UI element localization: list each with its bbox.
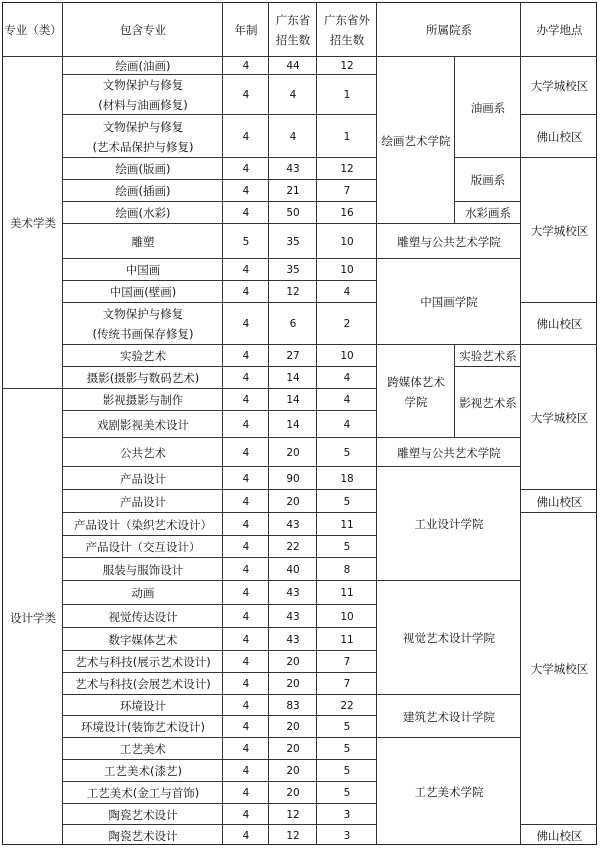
other-quota-cell: 18 — [340, 472, 354, 485]
header-campus: 办学地点 — [536, 23, 583, 37]
grid-line — [62, 2, 63, 845]
other-quota-cell: 2 — [343, 318, 351, 330]
grid-line — [62, 489, 376, 490]
other-quota-cell: 5 — [343, 787, 351, 799]
major-cell: 绘画(版画) — [115, 162, 171, 176]
years-cell: 4 — [242, 587, 250, 599]
grid-line — [62, 302, 376, 303]
guangdong-quota-cell: 4 — [289, 89, 297, 101]
major-cell: 产品设计（染织艺术设计） — [74, 517, 212, 532]
campus-cell: 大学城校区 — [530, 410, 589, 425]
years-cell: 4 — [242, 633, 250, 646]
major-cell: 产品设计 — [120, 471, 166, 486]
guangdong-quota-cell: 43 — [286, 163, 300, 175]
grid-line — [376, 437, 520, 438]
years-cell: 4 — [242, 472, 250, 485]
grid-line — [62, 737, 376, 738]
guangdong-quota-cell: 6 — [289, 318, 297, 330]
years-cell: 4 — [242, 808, 250, 821]
guangdong-quota-cell: 14 — [286, 418, 300, 431]
years-cell: 4 — [242, 678, 250, 690]
dept-industrial-design: 工业设计学院 — [414, 517, 484, 531]
grid-line — [62, 157, 376, 158]
guangdong-quota-cell: 20 — [286, 678, 300, 690]
grid-line — [520, 489, 597, 490]
major-cell: 文物保护与修复 (艺术品保护与修复) — [92, 119, 194, 154]
header-years: 年制 — [234, 23, 258, 37]
guangdong-quota-cell: 20 — [286, 787, 300, 799]
other-quota-cell: 3 — [343, 829, 351, 842]
grid-line — [62, 604, 376, 605]
guangdong-quota-cell: 20 — [286, 495, 300, 508]
grid-line — [376, 223, 520, 224]
grid-line — [62, 258, 376, 259]
major-cell: 艺术与科技(展示艺术设计) — [75, 655, 211, 669]
header-rule — [2, 56, 597, 57]
dept-oil-painting: 油画系 — [470, 100, 506, 115]
grid-line — [62, 114, 376, 115]
dept-sculpture-school: 雕塑与公共艺术学院 — [397, 445, 501, 460]
grid-line — [376, 344, 520, 345]
guangdong-quota-cell: 43 — [286, 518, 300, 531]
guangdong-quota-cell: 4 — [289, 130, 297, 143]
other-quota-cell: 16 — [340, 207, 354, 219]
years-cell: 4 — [242, 721, 250, 733]
years-cell: 4 — [242, 418, 250, 431]
grid-line — [62, 280, 376, 281]
dept-printmaking: 版画系 — [470, 173, 506, 187]
years-cell: 5 — [242, 235, 250, 248]
other-quota-cell: 5 — [343, 721, 351, 733]
other-quota-cell: 5 — [343, 765, 351, 777]
guangdong-quota-cell: 90 — [286, 472, 300, 485]
grid-line — [62, 466, 376, 467]
years-cell: 4 — [242, 318, 250, 330]
grid-line — [454, 366, 520, 367]
grid-line — [520, 302, 597, 303]
major-cell: 公共艺术 — [120, 445, 166, 460]
grid-line — [62, 715, 376, 716]
dept-chinese-painting: 中国画学院 — [420, 295, 478, 309]
campus-cell: 大学城校区 — [530, 662, 589, 676]
dept-architecture-design: 建筑艺术设计学院 — [403, 709, 495, 724]
other-quota-cell: 1 — [343, 89, 351, 101]
grid-line — [520, 2, 521, 845]
major-cell: 产品设计（交互设计） — [85, 540, 201, 554]
grid-line — [62, 179, 376, 180]
dept-experimental-art: 实验艺术系 — [459, 349, 517, 363]
other-quota-cell: 12 — [340, 163, 354, 175]
other-quota-cell: 4 — [343, 286, 351, 298]
years-cell: 4 — [242, 743, 250, 755]
grid-line — [376, 694, 520, 695]
years-cell: 4 — [242, 765, 250, 777]
years-cell: 4 — [242, 372, 250, 384]
other-quota-cell: 11 — [340, 518, 354, 531]
grid-line — [62, 388, 376, 389]
campus-cell: 大学城校区 — [530, 79, 589, 93]
years-cell: 4 — [242, 394, 250, 406]
major-cell: 艺术与科技(会展艺术设计) — [75, 677, 211, 691]
other-quota-cell: 11 — [340, 587, 354, 599]
guangdong-quota-cell: 12 — [286, 829, 300, 842]
grid-line — [62, 344, 376, 345]
years-cell: 4 — [242, 699, 250, 712]
years-cell: 4 — [242, 264, 250, 276]
grid-line — [520, 157, 597, 158]
grid-line — [62, 650, 376, 651]
major-cell: 雕塑 — [131, 234, 155, 249]
campus-cell: 大学城校区 — [530, 223, 589, 238]
grid-line — [454, 201, 520, 202]
major-cell: 摄影(摄影与数码艺术) — [86, 371, 200, 385]
years-cell: 4 — [242, 563, 250, 576]
guangdong-quota-cell: 14 — [286, 394, 300, 406]
major-cell: 工艺美术 — [120, 742, 166, 756]
years-cell: 4 — [242, 163, 250, 175]
grid-line — [376, 580, 520, 581]
major-cell: 文物保护与修复 (材料与油画修复) — [98, 78, 188, 112]
grid-line — [454, 56, 455, 223]
other-quota-cell: 10 — [340, 610, 354, 623]
years-cell: 4 — [242, 185, 250, 197]
other-quota-cell: 4 — [343, 372, 351, 384]
other-quota-cell: 12 — [340, 60, 354, 72]
major-cell: 绘画(插画) — [115, 184, 171, 198]
guangdong-quota-cell: 43 — [286, 587, 300, 599]
guangdong-quota-cell: 20 — [286, 743, 300, 755]
grid-line — [62, 759, 376, 760]
guangdong-quota-cell: 21 — [286, 185, 300, 197]
years-cell: 4 — [242, 541, 250, 553]
guangdong-quota-cell: 12 — [286, 808, 300, 821]
grid-line — [62, 694, 376, 695]
dept-visual-design: 视觉艺术设计学院 — [403, 631, 495, 645]
major-cell: 工艺美术(漆艺) — [104, 764, 182, 778]
other-quota-cell: 8 — [343, 563, 351, 576]
guangdong-quota-cell: 22 — [286, 541, 300, 553]
grid-line — [62, 74, 376, 75]
dept-sculpture-school: 雕塑与公共艺术学院 — [397, 234, 501, 249]
major-cell: 环境设计(装饰艺术设计) — [81, 720, 205, 734]
grid-line — [62, 535, 376, 536]
dept-painting-school: 绘画艺术学院 — [381, 133, 451, 148]
years-cell: 4 — [242, 130, 250, 143]
grid-line — [520, 824, 597, 825]
dept-crossmedia-school: 跨媒体艺术 学院 — [387, 374, 445, 409]
guangdong-quota-cell: 35 — [286, 264, 300, 276]
major-cell: 实验艺术 — [120, 349, 166, 363]
campus-cell: 佛山校区 — [536, 317, 583, 331]
other-quota-cell: 5 — [343, 743, 351, 755]
grid-line — [2, 388, 62, 389]
dept-film-art: 影视艺术系 — [459, 395, 517, 410]
major-cell: 文物保护与修复 (传统书画保存修复) — [92, 307, 194, 341]
other-quota-cell: 3 — [343, 808, 351, 821]
other-quota-cell: 1 — [343, 130, 351, 143]
major-cell: 动画 — [131, 586, 155, 600]
guangdong-quota-cell: 40 — [286, 563, 300, 576]
major-cell: 陶瓷艺术设计 — [108, 807, 178, 822]
dept-arts-crafts: 工艺美术学院 — [414, 785, 484, 799]
other-quota-cell: 7 — [343, 185, 351, 197]
years-cell: 4 — [242, 60, 250, 72]
major-cell: 视觉传达设计 — [108, 609, 178, 624]
guangdong-quota-cell: 20 — [286, 765, 300, 777]
major-cell: 绘画(油画) — [115, 59, 171, 73]
years-cell: 4 — [242, 787, 250, 799]
other-quota-cell: 10 — [340, 235, 354, 248]
grid-line — [316, 2, 317, 845]
years-cell: 4 — [242, 446, 250, 459]
major-cell: 工艺美术(金工与首饰) — [86, 786, 200, 800]
other-quota-cell: 22 — [340, 699, 354, 712]
years-cell: 4 — [242, 286, 250, 298]
other-quota-cell: 10 — [340, 264, 354, 276]
grid-line — [62, 627, 376, 628]
grid-line — [62, 803, 376, 804]
major-cell: 产品设计 — [120, 494, 166, 509]
other-quota-cell: 5 — [343, 446, 351, 459]
other-quota-cell: 7 — [343, 678, 351, 690]
major-cell: 中国画 — [125, 263, 161, 277]
header-majors: 包含专业 — [120, 23, 166, 37]
grid-line — [62, 557, 376, 558]
campus-cell: 佛山校区 — [536, 828, 583, 843]
grid-line — [376, 466, 520, 467]
header-other-quota: 广东省外 招生数 — [324, 13, 370, 47]
other-quota-cell: 4 — [343, 418, 351, 431]
grid-line — [376, 258, 520, 259]
header-guangdong-quota: 广东省 招生数 — [275, 13, 311, 47]
major-cell: 影视摄影与制作 — [102, 393, 184, 407]
guangdong-quota-cell: 50 — [286, 207, 300, 219]
category-design: 设计学类 — [10, 610, 56, 625]
header-category: 专业（类） — [4, 23, 62, 37]
category-fine-arts: 美术学类 — [10, 216, 56, 230]
years-cell: 4 — [242, 656, 250, 668]
guangdong-quota-cell: 20 — [286, 721, 300, 733]
grid-line — [520, 114, 597, 115]
other-quota-cell: 5 — [343, 495, 351, 508]
years-cell: 4 — [242, 207, 250, 219]
years-cell: 4 — [242, 610, 250, 623]
grid-line — [520, 512, 597, 513]
major-cell: 数字媒体艺术 — [108, 632, 178, 647]
grid-line — [62, 223, 376, 224]
grid-line — [520, 344, 597, 345]
guangdong-quota-cell: 43 — [286, 633, 300, 646]
grid-line — [62, 410, 376, 411]
guangdong-quota-cell: 14 — [286, 372, 300, 384]
major-cell: 环境设计 — [120, 698, 166, 713]
guangdong-quota-cell: 27 — [286, 350, 300, 362]
grid-line — [62, 201, 376, 202]
grid-line — [376, 2, 377, 845]
grid-line — [454, 157, 520, 158]
grid-line — [62, 781, 376, 782]
major-cell: 服装与服饰设计 — [102, 562, 184, 577]
major-cell: 绘画(水彩) — [115, 206, 171, 220]
guangdong-quota-cell: 44 — [286, 60, 300, 72]
other-quota-cell: 7 — [343, 656, 351, 668]
other-quota-cell: 11 — [340, 633, 354, 646]
years-cell: 4 — [242, 350, 250, 362]
campus-cell: 佛山校区 — [536, 494, 583, 509]
guangdong-quota-cell: 83 — [286, 699, 300, 712]
guangdong-quota-cell: 20 — [286, 656, 300, 668]
grid-line — [62, 437, 376, 438]
major-cell: 戏剧影视美术设计 — [97, 417, 189, 432]
grid-line — [376, 737, 520, 738]
campus-cell: 佛山校区 — [536, 129, 583, 144]
enrollment-table — [2, 2, 597, 845]
years-cell: 4 — [242, 495, 250, 508]
other-quota-cell: 4 — [343, 394, 351, 406]
grid-line — [222, 2, 223, 845]
grid-line — [62, 824, 376, 825]
grid-line — [62, 366, 376, 367]
major-cell: 中国画(壁画) — [109, 285, 177, 299]
grid-line — [62, 672, 376, 673]
years-cell: 4 — [242, 89, 250, 101]
guangdong-quota-cell: 35 — [286, 235, 300, 248]
other-quota-cell: 10 — [340, 350, 354, 362]
dept-watercolor: 水彩画系 — [465, 206, 511, 220]
grid-line — [454, 344, 455, 437]
other-quota-cell: 5 — [343, 541, 351, 553]
guangdong-quota-cell: 43 — [286, 610, 300, 623]
years-cell: 4 — [242, 829, 250, 842]
years-cell: 4 — [242, 518, 250, 531]
grid-line — [62, 580, 376, 581]
guangdong-quota-cell: 20 — [286, 446, 300, 459]
major-cell: 陶瓷艺术设计 — [108, 828, 178, 843]
header-department: 所属院系 — [426, 23, 472, 37]
guangdong-quota-cell: 12 — [286, 286, 300, 298]
grid-line — [62, 512, 376, 513]
grid-line — [268, 2, 269, 845]
